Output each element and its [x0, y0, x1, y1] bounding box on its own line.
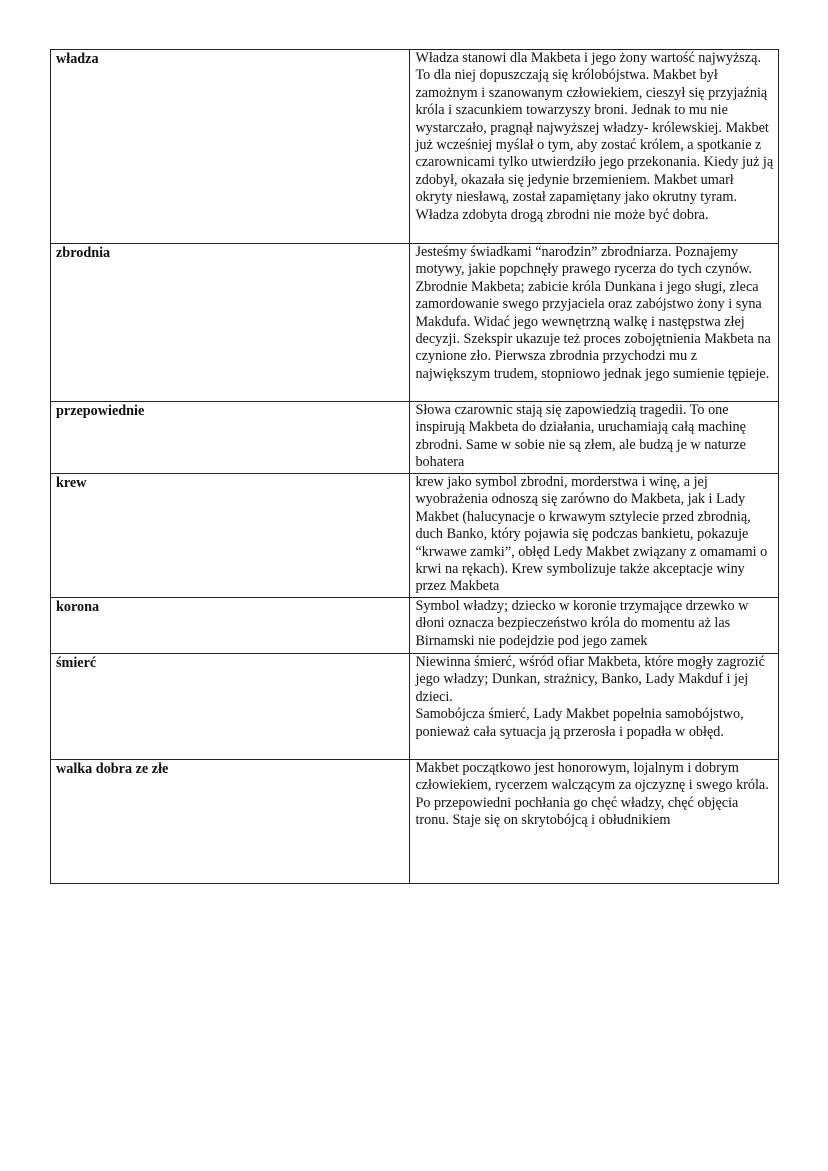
row-description-cell: [410, 474, 779, 598]
row-description: Symbol władzy; dziecko w koronie trzymające drzewko w dłoni oznacza bezpieczeństwo króla do momentu aż las Birnamski nie podejdzie pod jego zamek: [415, 598, 749, 649]
row-description-cell: [410, 244, 779, 402]
row-term: zbrodnia: [51, 244, 410, 402]
table-row: [51, 402, 779, 474]
row-term: korona: [51, 598, 410, 654]
table-row: [51, 598, 779, 654]
row-description: Słowa czarownic stają się zapowiedzią tragedii. To one inspirują Makbeta do działania, uruchamiają całą machinę zbrodni. Same w sobie nie są złem, ale budzą je w naturze bohatera: [415, 402, 746, 471]
row-description: Jesteśmy świadkami “narodzin” zbrodniarza. Poznajemy motywy, jakie popchnęły prawego rycerza do tych czynów. Zbrodnie Makbeta; zabicie króla Dunkana i jego sługi, zleca zamordowanie swego przyjaciela oraz zabójstwo żony i syna Makdufa. Widać jego wewnętrzną walkę i następstwa złej decyzji. Szekspir ukazuje też proces zobojętnienia Makbeta na czynione zło. Pierwsza zbrodnia przychodzi mu z największym trudem, stopniowo jednak jego sumienie tępieje.: [415, 244, 771, 382]
row-description: Władza stanowi dla Makbeta i jego żony wartość najwyższą. To dla niej dopuszczają się królobójstwa. Makbet był zamożnym i szanowanym człowiekiem, cieszył się przyjaźnią króla i szacunkiem towarzyszy broni. Jednak to mu nie wystarczało, pragnął najwyższej władzy- królewskiej. Makbet już wcześniej myślał o tym, aby zostać królem, a spotkanie z czarownicami tylko utwierdziło jego przekonania. Kiedy już ją zdobył, okazała się jedynie brzemieniem. Makbet umarł okryty niesławą, został zapamiętany jako okrutny tyram. Władza zdobyta drogą zbrodni nie może być dobra.: [415, 50, 774, 223]
row-description-cell: [410, 654, 779, 760]
motifs-table: [50, 49, 779, 884]
table-row: [51, 244, 779, 402]
table-row: [51, 474, 779, 598]
row-description: Makbet początkowo jest honorowym, lojalnym i dobrym człowiekiem, rycerzem walczącym za ojczyznę i swego króla. Po przepowiedni pochłania go chęć władzy, chęć objęcia tronu. Staje się on skrytobójcą i obłudnikiem: [415, 760, 769, 829]
row-term: walka dobra ze złe: [51, 760, 410, 884]
row-term: krew: [51, 474, 410, 598]
table-row: [51, 760, 779, 884]
row-term: władza: [51, 50, 410, 244]
row-description-cell: [410, 760, 779, 884]
row-description-cell: [410, 402, 779, 474]
row-description: krew jako symbol zbrodni, morderstwa i winę, a jej wyobrażenia odnoszą się zarówno do Makbeta, jak i Lady Makbet (halucynacje o krwawym sztylecie przed zbrodnią, duch Banko, który pojawia się podczas bankietu, pokazuje “krwawe zamki”, obłęd Ledy Makbet związany z omamami o krwi na rękach). Krew symbolizuje także akceptacje winy przez Makbeta: [415, 474, 768, 595]
row-term: śmierć: [51, 654, 410, 760]
row-term: przepowiednie: [51, 402, 410, 474]
table-row: [51, 654, 779, 760]
row-description: Niewinna śmierć, wśród ofiar Makbeta, które mogły zagrozić jego władzy; Dunkan, strażnicy, Banko, Lady Makduf i jej dzieci. Samobójcza śmierć, Lady Makbet popełnia samobójstwo, ponieważ cała sytuacja ją przerosła i popadła w obłęd.: [415, 654, 765, 740]
row-description-cell: [410, 598, 779, 654]
row-description-cell: [410, 50, 779, 244]
table-row: [51, 50, 779, 244]
